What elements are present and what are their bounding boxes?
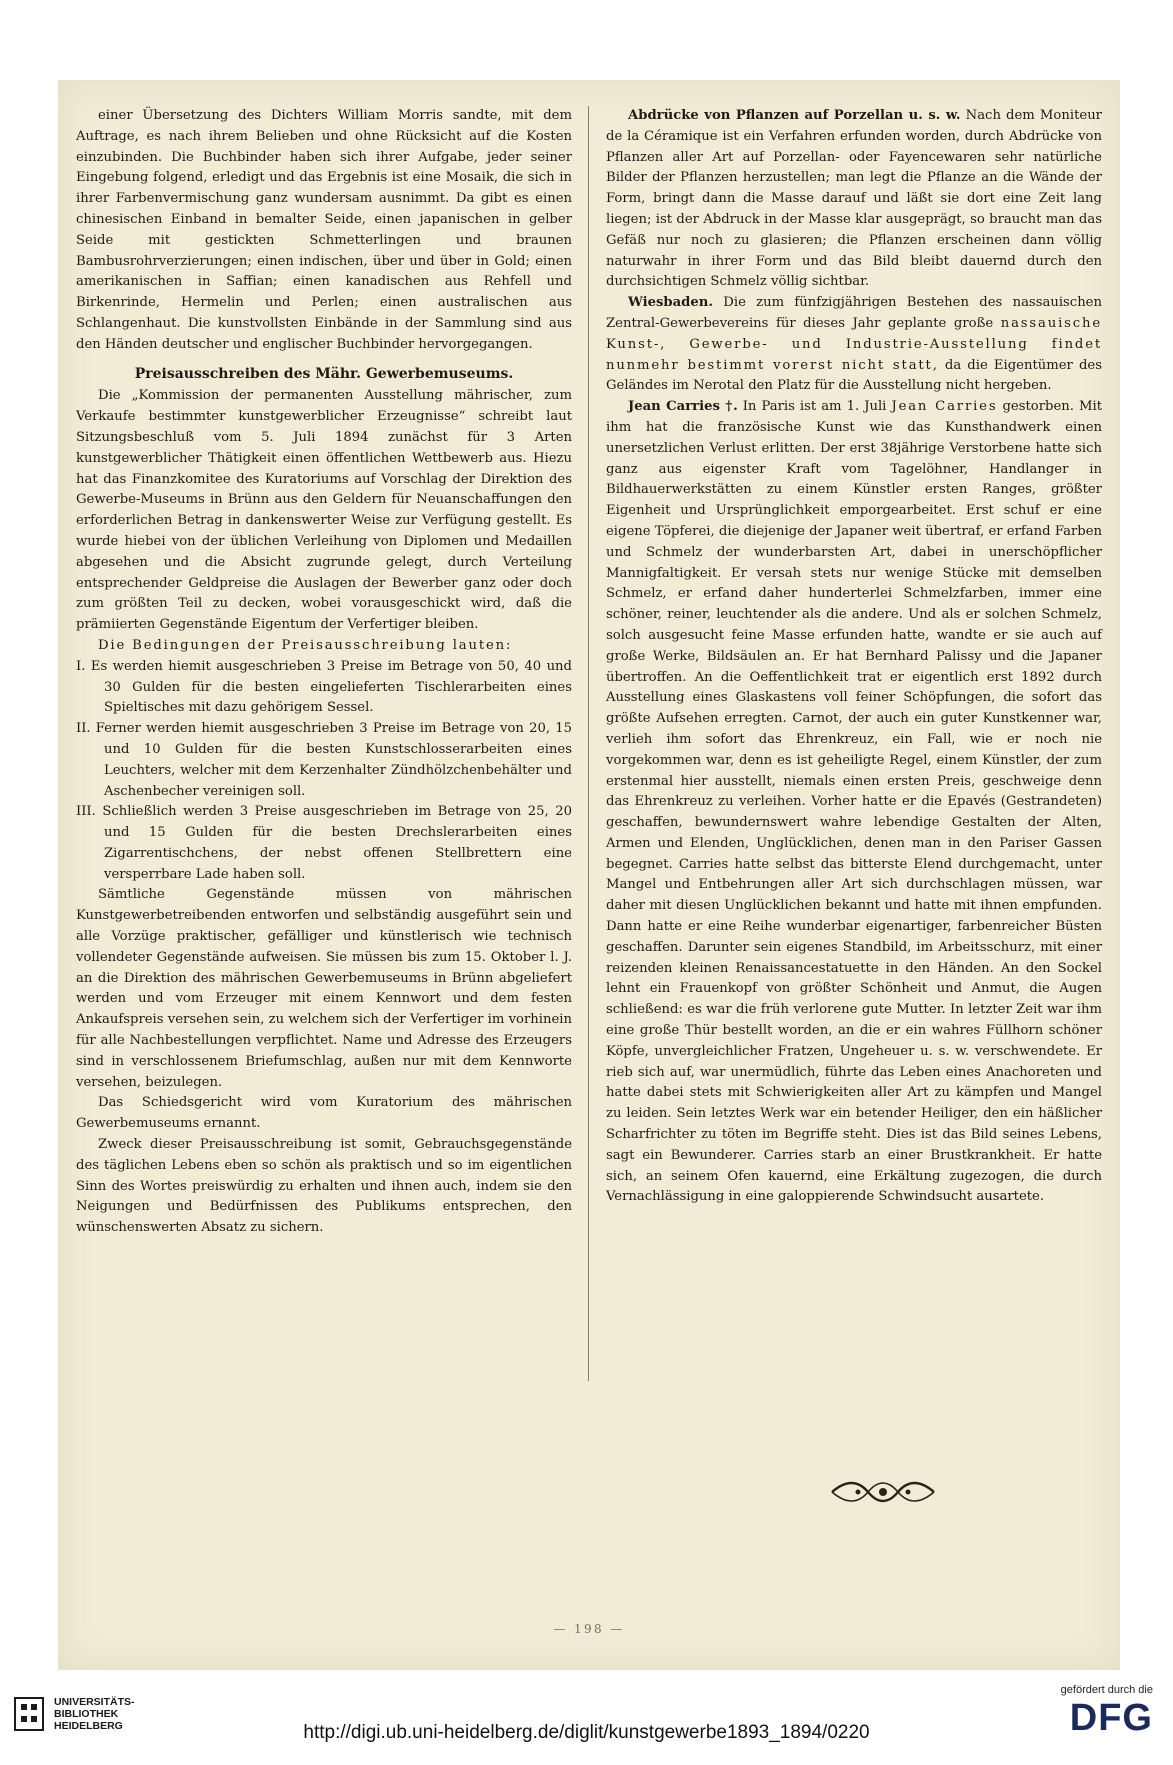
carries-text-a: In Paris ist am 1. Juli [742, 399, 887, 415]
carries-name: Jean Carries [891, 399, 998, 415]
funder-block [1061, 1684, 1153, 1740]
page-number: — 198 — [553, 1622, 625, 1636]
funder-caption: gefördert durch die [1060, 1684, 1153, 1696]
left-paragraph-bedingungen: Die Bedingungen der Preisausschreibung lauten: [98, 637, 513, 653]
condition-item-1: I. Es werden hiemit ausgeschrieben 3 Preise im Betrage von 50, 40 und 30 Gulden für die besten eingelieferten Tischlerarbeiten eines Spieltisches mit dazu gehörigem Sessel. [76, 658, 572, 716]
scanned-page [58, 80, 1120, 1670]
carries-text-c: gestorben. Mit ihm hat die französische Kunst wie das Kunsthandwerk einen unersetzlichen Verlust erlitten. Der erst 38jährige Verstorbene hatte sich ganz aus eigenster Kraft vom Tagelöhner, Handlanger in Bildhauerwerkstätten zu einem Künstler ersten Ranges, größter Eigenheit und Ursprünglichkeit emporgearbeitet. Erst schuf er eine eigene Töpferei, die diejenige der Japaner weit übertraf, er erfand Farben und Schmelz der wunderbarsten Art, dabei in unerschöpflicher Mannigfaltigkeit. Er versah stets nur wenige Stücke mit demselben Schmelz, er erfand daher hunderterlei Schmelzfarben, immer eine schöner, reiner, leuchtender als die andere. Und als er solchen Schmelz, solch ausgesucht feine Masse erfunden hatte, wandte er sie auch auf große Werke, Bildsäulen an. Er hat Bernhard Palissy und die Japaner übertroffen. An die Oeffentlichkeit trat er eigentlich erst 1892 durch Ausstellung eines Glaskastens voll feiner Schöpfungen, die sofort das größte Aufsehen erregten. Carnot, der auch ein guter Kunstkenner war, verlieh ihm sofort das Ehrenkreuz, ein Fall, wie er noch nie vorgekommen war, denn es ist geheiligte Regel, einem Künstler, der zum erstenmal hier ausstellt, niemals einen ersten Preis, geschweige denn das Ehrenkreuz zu verleihen. Vorher hatte er die Epavés (Gestrandeten) geschaffen, bewundernswert wahre lebendige Gestalten der Alten, Armen und Elenden, Unglücklichen, denen man in den Pariser Gassen begegnet. Carries hatte selbst das bitterste Elend durchgemacht, unter Mangel und Entbehrungen aller Art sich durchschlagen müssen, war daher mit diesen Unglücklichen bekannt und hatte mit ihnen empfunden. Dann hatte er eine Reihe wunderbar eigenartiger, farbenreicher Büsten geschaffen. Darunter sein eigenes Standbild, im Arbeitsschurz, mit einer reizenden kleinen Renaissancestatuette in den Händen. An den Sockel lehnt ein Frauenkopf von größter Schönheit und Anmut, die Augen schließend: es war die früh verlorene gute Mutter. In letzter Zeit war ihm eine große Thür bestellt worden, an die er ein wahres Füllhorn schöner Köpfe, unvergleichlicher Fratzen, Ungeheuer u. s. w. verschwendete. Er rieb sich auf, war unermüdlich, führte das Leben eines Anachoreten und hatte dabei stets mit Schwierigkeiten aller Art zu kämpfen und Mangel zu leiden. Sein letztes Werk war ein betender Heiliger, den ein häßlicher Scharfrichter zu töten im Begriffe steht. Dies ist das Bild seines Lebens, sagt ein Bewunderer. Carries starb an einer Brustkrankheit. Er hatte sich, an seinem Ofen kauernd, eine Erkältung zugezogen, die durch Vernachlässigung in eine galoppierende Schwindsucht ausartete. [606, 399, 1102, 1205]
source-url-link[interactable]: http://digi.ub.uni-heidelberg.de/diglit/kunstgewerbe1893_1894/0220 [303, 1722, 870, 1743]
right-paragraph-abdruecke [606, 106, 1102, 293]
wiesbaden-text-c: da die Eigentümer des Geländes im Nerotal den Platz für die Ausstellung nicht hergeben. [606, 357, 1102, 394]
wiesbaden-text-b: nassauische Kunst-, Gewerbe- und Industrie-Ausstellung findet nunmehr bestimmt vorerst nicht statt, [606, 315, 1102, 373]
right-paragraph-carries [606, 397, 1102, 1208]
section-heading-wiesbaden: Wiesbaden. [628, 295, 713, 311]
footer-bar [0, 1672, 1173, 1765]
section-heading-abdruecke: Abdrücke von Pflanzen auf Porzellan u. s. w. [628, 108, 961, 123]
university-line-1: UNIVERSITÄTS- [54, 1696, 135, 1708]
section-heading-carries: Jean Carries †. [628, 399, 738, 415]
abdruecke-text: Nach dem Moniteur de la Céramique ist ein Verfahren erfunden worden, durch Abdrücke von Pflanzen aller Art auf Porzellan- oder Fayencewaren sehr natürliche Bilder der Pflanzen herzustellen; man legt die Pflanze an die Wände der Form, bringt dann die Masse darauf und läßt sie dort eine Zeit lang liegen; ist der Abdruck in der Masse klar ausgeprägt, so braucht man das Gefäß nur noch zu glasieren; die Pflanzen erscheinen dann völlig naturwahr in ihrer Form und das Bild bleibt dauernd durch den durchsichtigen Schmelz völlig sichtbar. [606, 108, 1102, 290]
condition-item-2: II. Ferner werden hiemit ausgeschrieben 3 Preise im Betrage von 20, 15 und 10 Gulden für die besten Kunstschlosserarbeiten eines Leuchters, welcher mit dem Kerzenhalter Zündhölzchenbehälter und Aschenbecher vereinigen soll. [76, 721, 572, 799]
section-heading-preisausschreiben: Preisausschreiben des Mähr. Gewerbemuseums. [134, 365, 514, 382]
ornament-icon [828, 1478, 938, 1506]
dfg-logo: DFG [1069, 1697, 1153, 1739]
right-paragraph-wiesbaden [606, 293, 1102, 397]
left-paragraph-schiedsgericht: Das Schiedsgericht wird vom Kuratorium des mährischen Gewerbemuseums ernannt. [76, 1095, 572, 1132]
university-line-2: BIBLIOTHEK [54, 1708, 119, 1720]
left-paragraph-morris: einer Übersetzung des Dichters William Morris sandte, mit dem Auftrage, es nach ihrem Belieben und ohne Rücksicht auf die Kosten einzubinden. Die Buchbinder haben sich ihrer Aufgabe, jeder seiner Eingebung folgend, erledigt und das Ergebnis ist eine Mosaik, die sich in ihrer Farbenvermischung ganz wundersam ausnimmt. Da gibt es einen chinesischen Einband in bemalter Seide, einen japanischen in gelber Seide mit gestickten Schmetterlingen und braunen Bambusrohrverzierungen; einen indischen, über und über in Gold; einen amerikanischen in Saffian; einen kanadischen aus Rehfell und Birkenrinde, Hermelin und Perlen; einen australischen aus Schlangenhaut. Die kunstvollsten Einbände in der Sammlung sind aus den Händen deutscher und englischer Buchbinder hervorgegangen. [76, 108, 572, 352]
wiesbaden-text-a: Die zum fünfzigjährigen Bestehen des nassauischen Zentral-Gewerbevereins für dieses Jahr geplante große [606, 295, 1102, 331]
condition-item-3: III. Schließlich werden 3 Preise ausgeschrieben im Betrage von 25, 20 und 15 Gulden für die besten Drechslerarbeiten eines Zigarrentischchens, der nebst offenen Stellbrettern eine versperrbare Lade haben soll. [76, 804, 572, 882]
right-column [606, 106, 1102, 1208]
left-paragraph-gegenstaende: Sämtliche Gegenstände müssen von mährischen Kunstgewerbetreibenden entworfen und selbständig ausgeführt sein und alle Vorzüge praktischer, gefälliger und künstlerisch wie technisch vollendeter Gegenstände aufweisen. Sie müssen bis zum 15. Oktober l. J. an die Direktion des mährischen Gewerbemuseums in Brünn abgeliefert werden und vom Erzeuger mit einem Kennwort und dem festen Ankaufspreis versehen sein, zu welchem sich der Verfertiger im vorhinein für alle Nachbestellungen verpflichtet. Name und Adresse des Erzeugers sind in verschlossenem Briefumschlag, außen nur mit dem Kennworte versehen, beizulegen. [76, 887, 572, 1090]
left-paragraph-kommission: Die „Kommission der permanenten Ausstellung mährischer, zum Verkaufe bestimmter kunstgewerblicher Erzeugnisse“ schreibt laut Sitzungsbeschluß vom 5. Juli 1894 zunächst für 3 Arten kunstgewerblicher Thätigkeit einen öffentlichen Wettbewerb aus. Hiezu hat das Finanzkomitee des Kuratoriums auf Vorschlag der Direktion des Gewerbe-Museums in Brünn aus den Geldern für Neuanschaffungen den erforderlichen Betrag in dankenswerter Weise zur Verfügung gestellt. Es wurde hiebei von der üblichen Verleihung von Diplomen und Medaillen abgesehen und die Absicht zugrunde gelegt, durch Verteilung entsprechender Geldpreise die Auslagen der Bewerber ganz oder doch zum größten Teil zu decken, wobei vorausgeschickt wird, daß die prämiierten Gegenstände Eigentum der Verfertiger bleiben. [76, 388, 572, 633]
left-paragraph-zweck: Zweck dieser Preisausschreibung ist somit, Gebrauchsgegenstände des täglichen Lebens eben so schön als praktisch und so im eigentlichen Sinn des Wortes preiswürdig zu erhalten und ihnen auch, indem sie den Neigungen und Bedürfnissen des Publikums entsprechen, den wünschenswerten Absatz zu sichern. [76, 1137, 572, 1236]
column-divider [588, 106, 589, 1381]
university-line-3: HEIDELBERG [54, 1720, 123, 1732]
left-column [76, 106, 572, 1239]
